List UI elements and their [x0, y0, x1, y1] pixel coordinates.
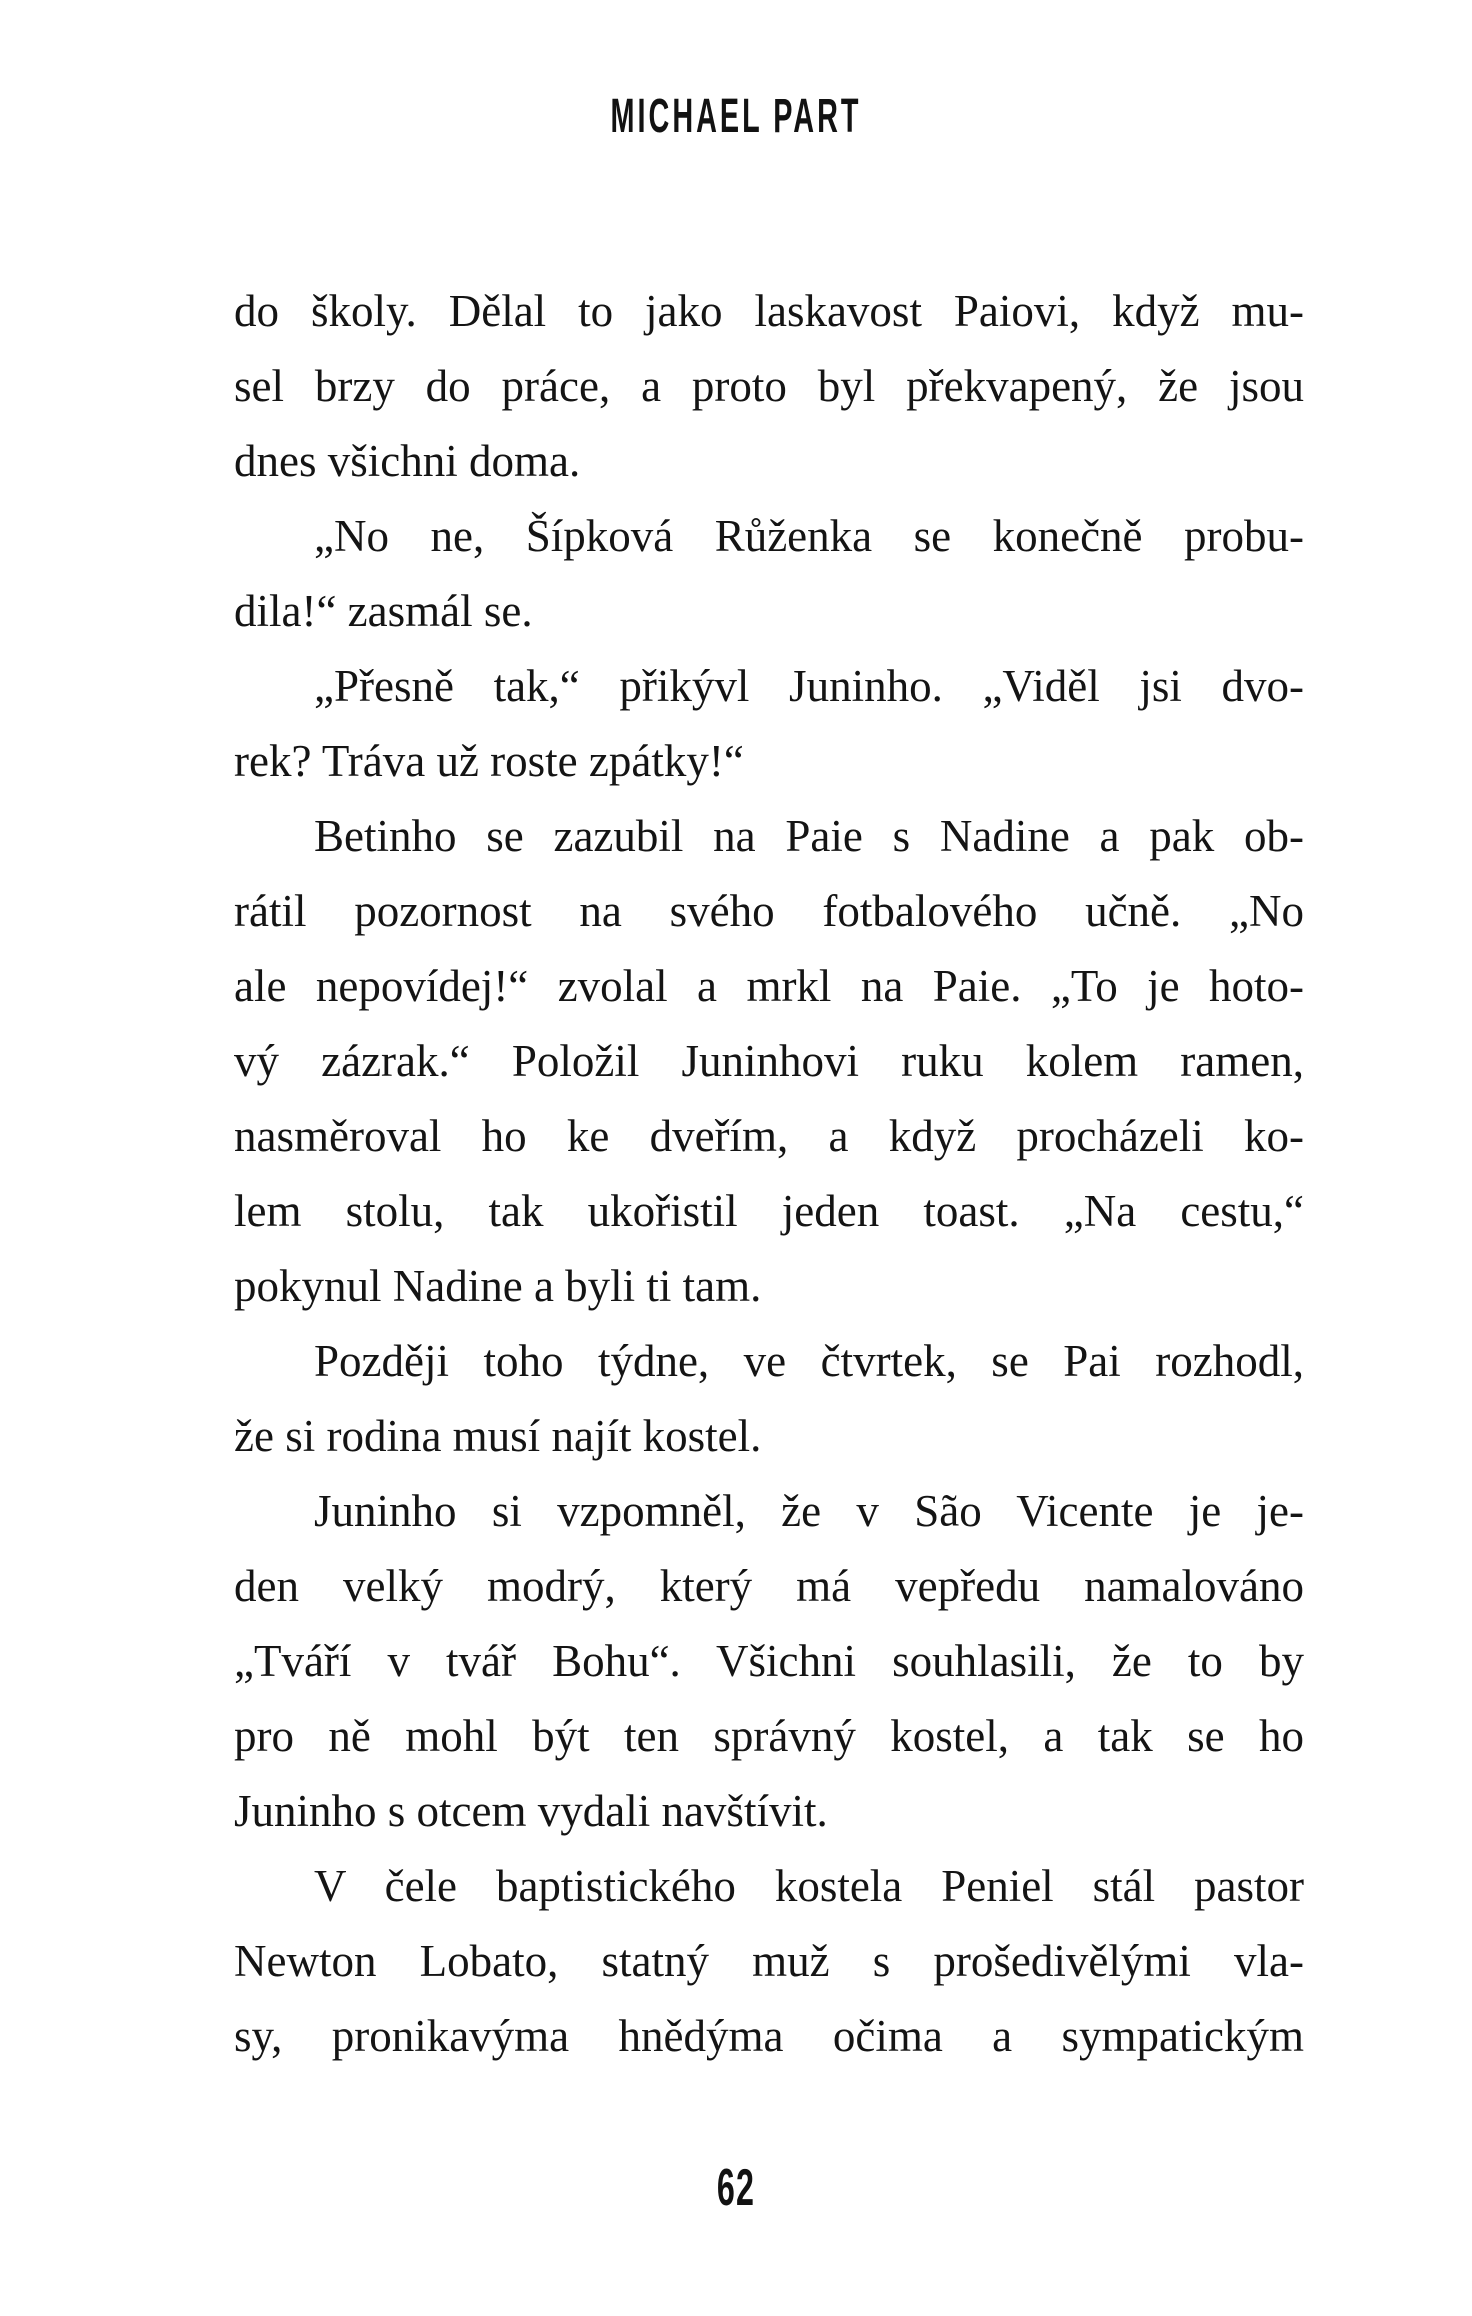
text-line: V čele baptistického kostela Peniel stál pastor: [314, 1861, 1304, 1911]
text-line: Juninho si vzpomněl, že v São Vicente je je-: [314, 1486, 1304, 1536]
text-line: že si rodina musí najít kostel.: [234, 1411, 762, 1461]
text-line: rátil pozornost na svého fotbalového učně. „No: [234, 886, 1304, 936]
text-line: ale nepovídej!“ zvolal a mrkl na Paie. „To je hoto-: [234, 961, 1304, 1011]
body-text: [234, 274, 1304, 2074]
text-line: lem stolu, tak ukořistil jeden toast. „Na cestu,“: [234, 1186, 1304, 1236]
text-line: vý zázrak.“ Položil Juninhovi ruku kolem ramen,: [234, 1036, 1304, 1086]
text-line: nasměroval ho ke dveřím, a když procházeli ko-: [234, 1111, 1304, 1161]
text-line: sy, pronikavýma hnědýma očima a sympatickým: [234, 2011, 1304, 2061]
text-line: Později toho týdne, ve čtvrtek, se Pai rozhodl,: [314, 1336, 1304, 1386]
text-line: Betinho se zazubil na Paie s Nadine a pak ob-: [314, 811, 1304, 861]
text-line: dnes všichni doma.: [234, 436, 581, 486]
text-line: den velký modrý, který má vepředu namalováno: [234, 1561, 1304, 1611]
text-line: pokynul Nadine a byli ti tam.: [234, 1261, 762, 1311]
text-line: rek? Tráva už roste zpátky!“: [234, 736, 744, 786]
page-number: 62: [716, 2159, 756, 2217]
text-line: „No ne, Šípková Růženka se konečně probu-: [314, 511, 1304, 561]
text-line: dila!“ zasmál se.: [234, 586, 533, 636]
text-line: Juninho s otcem vydali navštívit.: [234, 1786, 828, 1836]
text-line: sel brzy do práce, a proto byl překvapený, že jsou: [234, 361, 1304, 411]
text-line: pro ně mohl být ten správný kostel, a tak se ho: [234, 1711, 1304, 1761]
text-line: do školy. Dělal to jako laskavost Paiovi, když mu-: [234, 286, 1304, 336]
text-line: „Přesně tak,“ přikývl Juninho. „Viděl jsi dvo-: [314, 661, 1304, 711]
text-line: „Tváří v tvář Bohu“. Všichni souhlasili, že to by: [234, 1636, 1304, 1686]
running-header: MICHAEL PART: [610, 90, 862, 143]
text-line: Newton Lobato, statný muž s prošedivělými vla-: [234, 1936, 1304, 1986]
